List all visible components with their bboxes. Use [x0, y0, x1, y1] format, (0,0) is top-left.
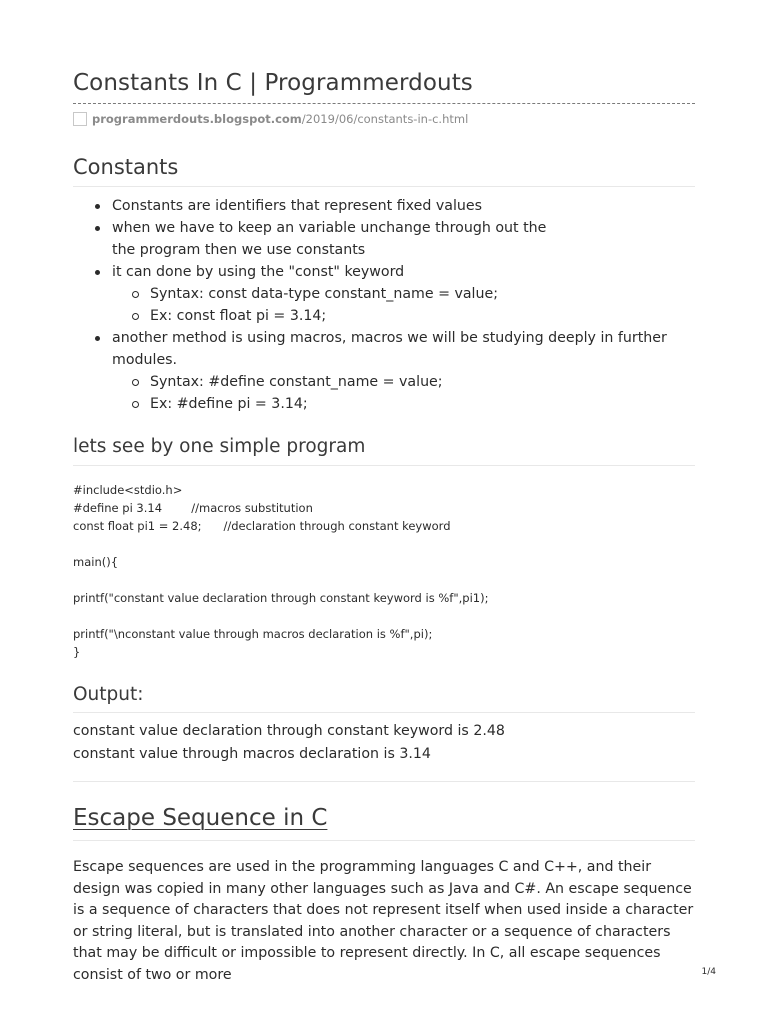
- sub-bullet-text: Ex: const float pi = 3.14;: [150, 308, 327, 324]
- list-item: [73, 195, 695, 217]
- title-dashed-divider: [73, 103, 695, 104]
- output-divider: [73, 712, 695, 713]
- bullet-text: it can done by using the "const" keyword: [112, 264, 405, 280]
- source-domain: programmerdouts.blogspot.com: [92, 112, 302, 126]
- list-item: [73, 217, 695, 261]
- page-title: Constants In C | Programmerdouts: [73, 70, 473, 96]
- favicon-icon: [73, 112, 87, 126]
- escape-sequence-heading[interactable]: Escape Sequence in C: [73, 805, 328, 831]
- escape-divider: [73, 840, 695, 841]
- page-number: 1/4: [701, 967, 716, 977]
- sub-list-item: [112, 283, 695, 305]
- bullet-text: Constants are identifiers that represent fixed values: [112, 198, 483, 214]
- sub-bullet-text: Syntax: #define constant_name = value;: [150, 374, 443, 390]
- output-text: [73, 720, 505, 766]
- bullet-text: when we have to keep an variable unchange through out the: [112, 220, 547, 236]
- constants-divider: [73, 186, 695, 187]
- program-divider: [73, 465, 695, 466]
- bullet-text-continued: the program then we use constants: [112, 242, 366, 258]
- list-item: [73, 261, 695, 327]
- sub-list-item: [112, 371, 695, 393]
- sub-list-item: [112, 305, 695, 327]
- source-url[interactable]: [73, 110, 468, 128]
- sub-list: [112, 283, 695, 327]
- output-line: constant value declaration through constant keyword is 2.48: [73, 723, 505, 739]
- sub-bullet-text: Syntax: const data-type constant_name = value;: [150, 286, 498, 302]
- sub-list-item: [112, 393, 695, 415]
- bullet-text: another method is using macros, macros we will be studying deeply in further modules.: [112, 330, 667, 368]
- output-line: constant value through macros declaration is 3.14: [73, 746, 431, 762]
- constants-bullet-list: [73, 195, 695, 415]
- code-block: #include<stdio.h> #define pi 3.14 //macros substitution const float pi1 = 2.48; //declaration through constant keyword main(){ printf("constant value declaration through constant keyword is %f",pi1); printf("\nconstant value through macros declaration is %f",pi); }: [73, 483, 489, 659]
- output-heading: Output:: [73, 684, 144, 705]
- list-item: [73, 327, 695, 415]
- section-divider: [73, 781, 695, 782]
- constants-heading: Constants: [73, 155, 179, 179]
- program-heading: lets see by one simple program: [73, 436, 366, 457]
- source-path: /2019/06/constants-in-c.html: [301, 112, 469, 126]
- sub-list: [112, 371, 695, 415]
- escape-paragraph: Escape sequences are used in the programming languages C and C++, and their design was copied in many other languages such as Java and C#. An escape sequence is a sequence of characters that does not represent itself when used inside a character or string literal, but is translated into another character or a sequence of characters that may be difficult or impossible to represent directly. In C, all escape sequences consist of two or more: [73, 859, 694, 983]
- sub-bullet-text: Ex: #define pi = 3.14;: [150, 396, 308, 412]
